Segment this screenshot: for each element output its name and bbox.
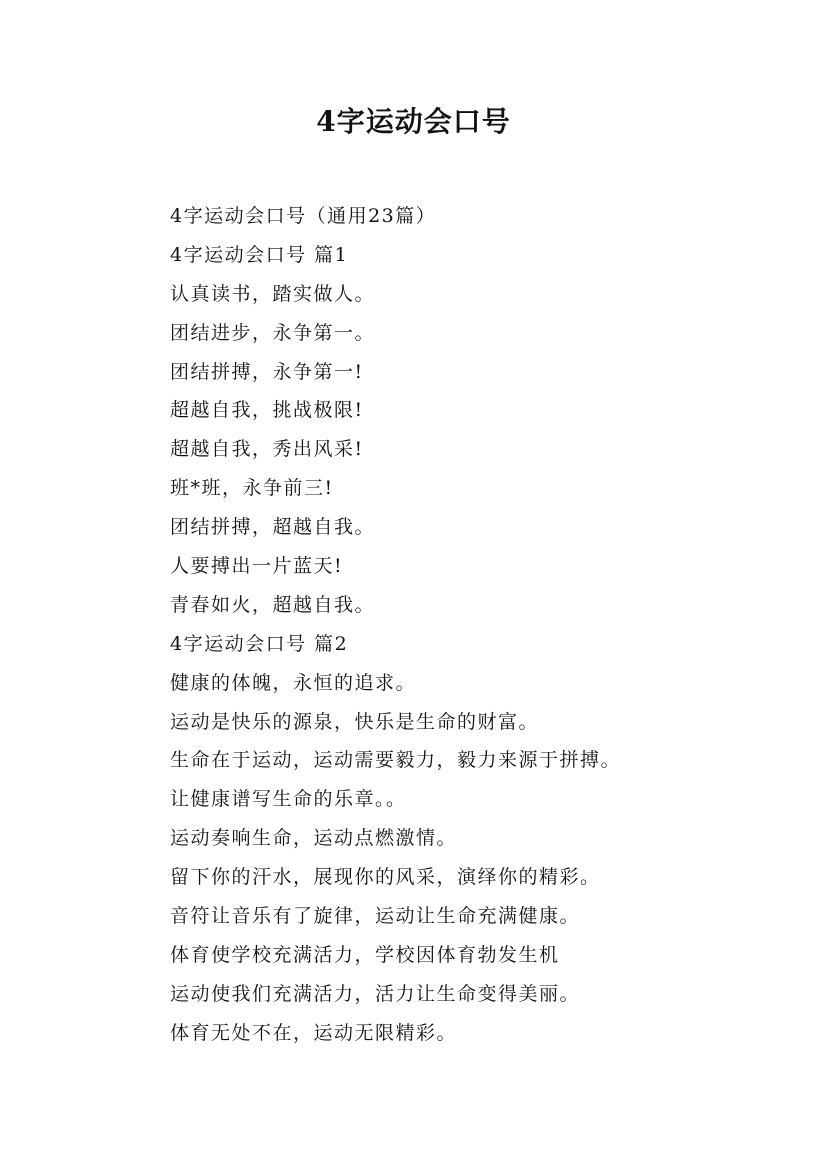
slogan-line: 音符让音乐有了旋律，运动让生命充满健康。: [170, 905, 581, 928]
slogan-line: 超越自我，挑战极限!: [170, 399, 364, 422]
slogan-line: 超越自我，秀出风采!: [170, 438, 364, 461]
slogan-line: 团结拼搏，永争第一!: [170, 360, 364, 383]
section-heading-1: 4字运动会口号 篇1: [170, 243, 349, 266]
slogan-line: 团结进步，永争第一。: [170, 321, 376, 344]
slogan-line: 青春如火，超越自我。: [170, 593, 376, 616]
slogan-line: 运动是快乐的源泉，快乐是生命的财富。: [170, 710, 540, 733]
slogan-line: 健康的体魄，永恒的追求。: [170, 671, 417, 694]
slogan-line: 留下你的汗水，展现你的风采，演绎你的精彩。: [170, 866, 601, 889]
slogan-line: 生命在于运动，运动需要毅力，毅力来源于拼搏。: [170, 749, 622, 772]
slogan-line: 运动奏响生命，运动点燃激情。: [170, 827, 458, 850]
slogan-line: 运动使我们充满活力，活力让生命变得美丽。: [170, 982, 581, 1005]
section-heading-2: 4字运动会口号 篇2: [170, 632, 349, 655]
slogan-line: 体育无处不在，运动无限精彩。: [170, 1021, 458, 1044]
subtitle-line: 4字运动会口号（通用23篇）: [170, 205, 437, 227]
slogan-line: 人要搏出一片蓝天!: [170, 555, 344, 578]
slogan-line: 认真读书，踏实做人。: [170, 282, 376, 305]
document-body: [170, 197, 790, 1053]
slogan-line: 让健康谱写生命的乐章。。: [170, 788, 407, 811]
slogan-line: 团结拼搏，超越自我。: [170, 516, 376, 539]
slogan-line: 班*班，永争前三!: [170, 477, 334, 500]
document-title: 4字运动会口号: [316, 105, 511, 138]
slogan-line: 体育使学校充满活力，学校因体育勃发生机: [170, 943, 560, 966]
